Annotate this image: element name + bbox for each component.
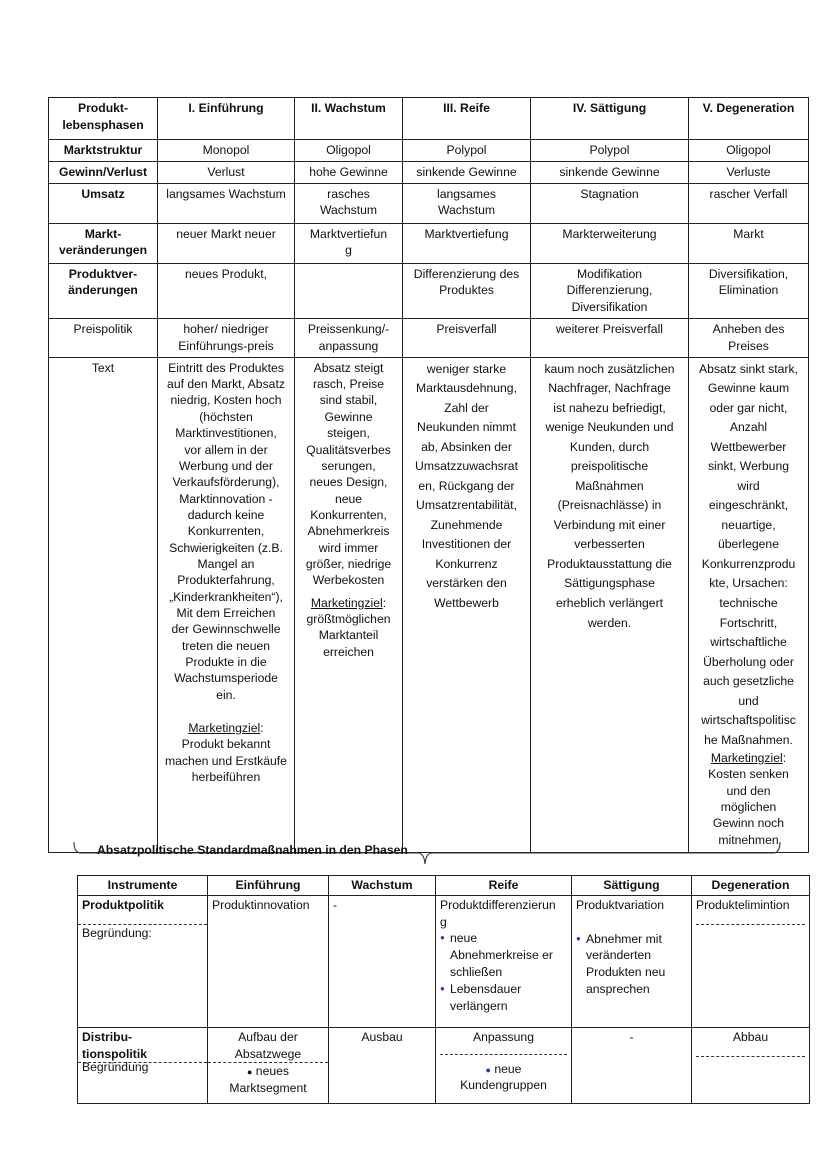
- goal-text: Produkt bekannt machen und Erstkäufe herbeiführen: [165, 737, 287, 785]
- row-gewinn: [49, 161, 809, 183]
- cell: Preisverfall: [403, 319, 531, 358]
- text-saettigung: [531, 357, 689, 852]
- cell: Stagnation: [531, 183, 689, 223]
- cell-text: -: [629, 1029, 634, 1044]
- header-reife: Reife: [436, 876, 572, 896]
- cell: [436, 895, 572, 1027]
- cell: [692, 1027, 810, 1103]
- goal-label: Marketingziel: [188, 721, 261, 736]
- header-einfuehrung: Einführung: [208, 876, 329, 896]
- bullet-item: ● Lebensdauer verlängern: [440, 981, 567, 1015]
- cell: Marktvertiefung: [403, 223, 531, 263]
- row-label: Produktpolitik: [82, 897, 164, 912]
- cell: Modifikation Differenzierung, Diversifikation: [531, 263, 689, 318]
- cell-text: Ausbau: [361, 1029, 403, 1044]
- text-einfuehrung: [158, 357, 295, 852]
- bullet-text: neues Marktsegment: [229, 1064, 307, 1096]
- row-marktveraenderungen: [49, 223, 809, 263]
- marketing-goal: Marketingziel:: [310, 595, 387, 610]
- row-produktveraenderungen: [49, 263, 809, 318]
- row-label: Distribu- tionspolitik: [82, 1029, 147, 1061]
- bullet-item: [212, 1063, 324, 1097]
- row-text: [49, 357, 809, 852]
- cell: [208, 1027, 329, 1103]
- cell-text: Produktelimintion: [696, 897, 790, 912]
- text-body: kaum noch zusätzlichen Nachfrager, Nachfrage ist nahezu befriedigt, wenige Neukunden und Kunden, durch preispolitische Maßnahmen (Preisnachlässe) in Verbindung mit einer verbesserten Produktausstattung die Sättigungsphase erheblich verlängert werden.: [544, 361, 675, 630]
- cell-text: Produktinnovation: [212, 897, 310, 912]
- cell: [329, 895, 436, 1027]
- text-body: Absatz steigt rasch, Preise sind stabil, Gewinne steigen, Qualitätsverbes serungen, neues Design, neue Konkurrenten, Abnehmerkreis wird immer größer, niedrige Werbekosten: [305, 360, 392, 588]
- measures-header-row: [78, 876, 810, 896]
- row-distributionspolitik: [78, 1027, 810, 1103]
- row-label: Text: [49, 357, 158, 852]
- cell: Preissenkung/- anpassung: [295, 319, 403, 358]
- cell-text: Aufbau der Absatzwege: [234, 1029, 302, 1061]
- row-label: Marktstruktur: [49, 140, 158, 162]
- measures-table: [77, 875, 810, 1104]
- header-instrumente: Instrumente: [78, 876, 208, 896]
- header-einfuehrung: I. Einführung: [158, 98, 295, 140]
- cell: langsames Wachstum: [403, 183, 531, 223]
- cell: rasches Wachstum: [295, 183, 403, 223]
- text-body: Eintritt des Produktes auf den Markt, Absatz niedrig, Kosten hoch (höchsten Marktinvestitionen, vor allem in der Werbung und der Verkaufsförderung), Marktinnovation - dadurch keine Konkurrenten, Schwierigkeiten (z.B. Mangel an Produkterfahrung, „Kinderkrankheiten“), Mit dem Erreichen der Gewinnschwelle treten die neuen Produkte in die Wachstumsperiode ein.: [167, 360, 285, 702]
- goal-label: Marketingziel: [710, 751, 783, 766]
- cell: sinkende Gewinne: [531, 161, 689, 183]
- cell-text: Produktvariation: [576, 897, 665, 912]
- bullet-icon: ●: [485, 1064, 491, 1075]
- header-wachstum: Wachstum: [329, 876, 436, 896]
- row-preispolitik: [49, 319, 809, 358]
- cell: [436, 1027, 572, 1103]
- row-produktpolitik: [78, 895, 810, 1027]
- cell: Polypol: [531, 140, 689, 162]
- cell: Markterweiterung: [531, 223, 689, 263]
- reason-label: Begründung: [82, 1060, 149, 1075]
- cell-text: Abbau: [732, 1029, 769, 1044]
- cell: Markt: [689, 223, 809, 263]
- distribution-label-cell: [78, 1027, 208, 1103]
- cell: neues Produkt,: [158, 263, 295, 318]
- cell: Polypol: [403, 140, 531, 162]
- row-umsatz: [49, 183, 809, 223]
- cell: hohe Gewinne: [295, 161, 403, 183]
- cell: [208, 895, 329, 1027]
- header-saettigung: Sättigung: [572, 876, 692, 896]
- cell: hoher/ niedriger Einführungs-preis: [158, 319, 295, 358]
- header-reife: III. Reife: [403, 98, 531, 140]
- cell: [329, 1027, 436, 1103]
- cell: Anheben des Preises: [689, 319, 809, 358]
- goal-text: Kosten senken und den möglichen Gewinn noch mitnehmen: [708, 767, 789, 847]
- cell: Verluste: [689, 161, 809, 183]
- goal-text: größtmöglichen Marktanteil erreichen: [306, 611, 391, 659]
- bullet-icon: ●: [246, 1067, 253, 1078]
- cell: sinkende Gewinne: [403, 161, 531, 183]
- bullet-list: [576, 931, 687, 998]
- row-marktstruktur: [49, 140, 809, 162]
- goal-label: Marketingziel: [310, 595, 383, 610]
- cell: weiterer Preisverfall: [531, 319, 689, 358]
- cell-text: -: [333, 897, 338, 912]
- cell-text: Anpassung: [473, 1029, 534, 1044]
- header-degeneration: Degeneration: [692, 876, 810, 896]
- row-label: Produktver- änderungen: [49, 263, 158, 318]
- text-wachstum: [295, 357, 403, 852]
- reason-label: Begründung:: [82, 925, 152, 940]
- cell: Marktvertiefun g: [295, 223, 403, 263]
- cell: Differenzierung des Produktes: [403, 263, 531, 318]
- cell: rascher Verfall: [689, 183, 809, 223]
- text-body: Absatz sinkt stark, Gewinne kaum oder gar nicht, Anzahl Wettbewerber sinkt, Werbung wird eingeschränkt, neuartige, überlegene Konkurrenzprodu kte, Ursachen: technische Fortschritt, wirtschaftliche Überholung oder auch gesetzliche und wirtschaftspolitisc he Maßnahmen.: [699, 361, 798, 747]
- cell: Oligopol: [689, 140, 809, 162]
- header-phases: Produkt- lebensphasen: [49, 98, 158, 140]
- bullet-item: ● Abnehmer mit veränderten Produkten neu ansprechen: [576, 931, 687, 998]
- header-wachstum: II. Wachstum: [295, 98, 403, 140]
- product-lifecycle-table: [48, 97, 809, 853]
- cell: neuer Markt neuer: [158, 223, 295, 263]
- header-saettigung: IV. Sättigung: [531, 98, 689, 140]
- cell: [572, 1027, 692, 1103]
- cell: Verlust: [158, 161, 295, 183]
- section-title: Absatzpolitische Standardmaßnahmen in den Phasen: [97, 843, 408, 857]
- row-label: Gewinn/Verlust: [49, 161, 158, 183]
- marketing-goal: Marketingziel:: [188, 721, 264, 736]
- marketing-goal: Marketingziel:: [710, 751, 787, 766]
- cell: Oligopol: [295, 140, 403, 162]
- cell-text: Produktdifferenzierun g: [440, 897, 556, 929]
- row-label: Umsatz: [49, 183, 158, 223]
- cell: Monopol: [158, 140, 295, 162]
- text-reife: [403, 357, 531, 852]
- text-degeneration: [689, 357, 809, 852]
- header-degeneration: V. Degeneration: [689, 98, 809, 140]
- header-row: [49, 98, 809, 140]
- cell: [692, 895, 810, 1027]
- row-label: Markt- veränderungen: [49, 223, 158, 263]
- cell: langsames Wachstum: [158, 183, 295, 223]
- produktpolitik-label-cell: [78, 895, 208, 1027]
- bullet-item: [440, 1061, 567, 1095]
- bullet-text: neue Kundengruppen: [460, 1061, 547, 1093]
- row-label: Preispolitik: [49, 319, 158, 358]
- cell: [295, 263, 403, 318]
- text-body: weniger starke Marktausdehnung, Zahl der Neukunden nimmt ab, Absinken der Umsatzzuwachsrat en, Rückgang der Umsatzrentabilität, Zunehmende Investitionen der Konkurrenz verstärken den Wettbewerb: [415, 361, 518, 610]
- cell: [572, 895, 692, 1027]
- bullet-item: ● neue Abnehmerkreise er schließen: [440, 930, 567, 980]
- cell: Diversifikation, Elimination: [689, 263, 809, 318]
- bullet-list: [440, 930, 567, 1014]
